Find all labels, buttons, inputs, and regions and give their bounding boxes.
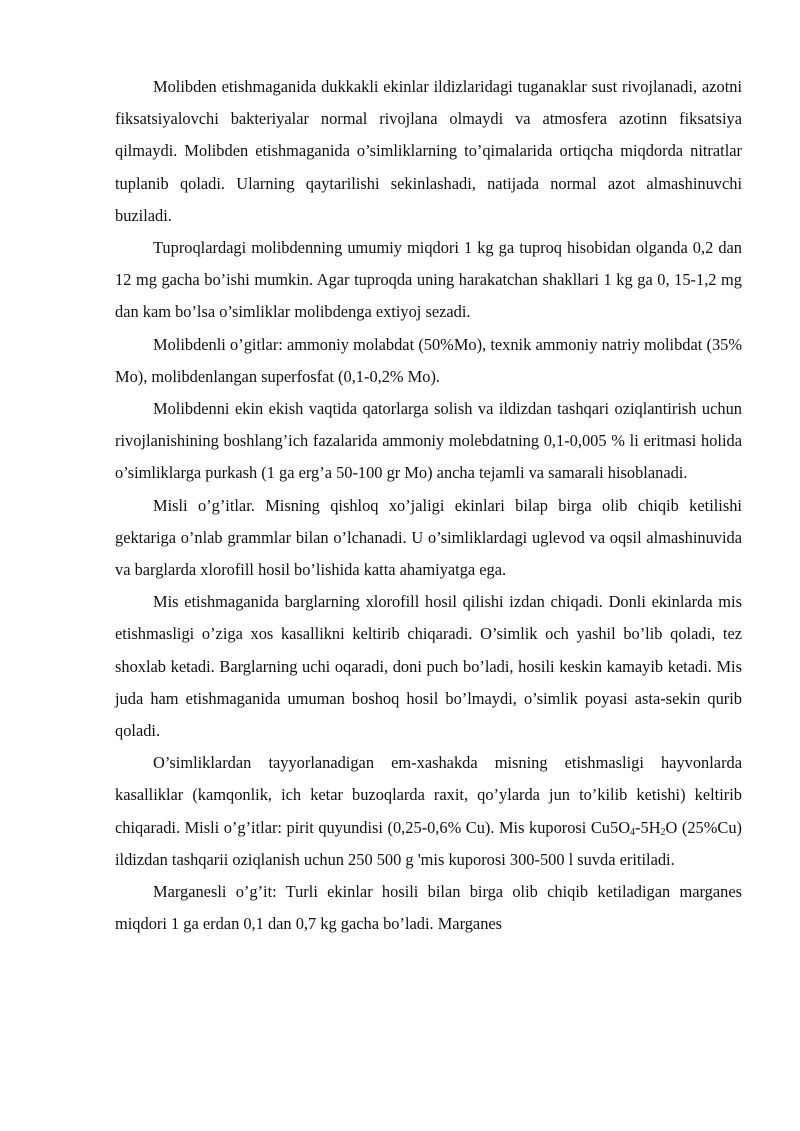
text-run: O (25%Cu) ildizdan tashqarii oziqlanish uchun 250 500 g 'mis kuporosi 300-500 l suvda eritiladi. <box>115 817 742 869</box>
paragraph-copper-fertilizers: Misli o’g’itlar. Misning qishloq xo’jaligi ekinlari bilap birga olib chiqib ketilishi gektariga o’nlab grammlar bilan o’lchanadi. U o’simliklardagi uglevod va oqsil almashinuvida va barglarda xlorofill hosil bo’lishida katta ahamiyatga ega. <box>115 495 742 580</box>
document-body <box>115 71 742 940</box>
paragraph-molybdenum-fertilizers: Molibdenli o’gitlar: ammoniy molabdat (50%Mo), texnik ammoniy natriy molibdat (35% Mo), molibdenlangan superfosfat (0,1-0,2% Mo). <box>115 334 742 386</box>
text-run: -5H <box>635 817 661 837</box>
paragraph-molybdenum-application: Molibdenni ekin ekish vaqtida qatorlarga solish va ildizdan tashqari oziqlantirish uchun rivojlanishining boshlang’ich fazalarida ammoniy molebdatning 0,1-0,005 % li eritmasi holida o’simliklarga purkash (1 ga erg’a 50-100 gr Mo) ancha tejamli va samarali hisoblanadi. <box>115 399 742 483</box>
subscript: 2 <box>660 826 666 838</box>
paragraph-manganese-fertilizer: Marganesli o’g’it: Turli ekinlar hosili bilan birga olib chiqib ketiladigan marganes miqdori 1 ga erdan 0,1 dan 0,7 kg gacha bo’ladi. Marganes <box>115 882 742 934</box>
paragraph-molybdenum-deficiency: Molibden etishmaganida dukkakli ekinlar ildizlaridagi tuganaklar sust rivojlanadi, azotni fiksatsiyalovchi bakteriyalar normal rivojlana olmaydi va atmosfera azotinn fiksatsiya qilmaydi. Molibden etishmaganida o’simliklarning to’qimalarida ortiqcha miqdorda nitratlar tuplanib qoladi. Ularning qaytarilishi sekinlashadi, natijada normal azot almashinuvchi buziladi. <box>115 77 742 225</box>
paragraph-copper-deficiency: Mis etishmaganida barglarning xlorofill hosil qilishi izdan chiqadi. Donli ekinlarda mis etishmasligi o’ziga xos kasallikni keltirib chiqaradi. O’simlik och yashil bo’lib qoladi, tez shoxlab ketadi. Barglarning uchi oqaradi, doni puch bo’ladi, hosili keskin kamayib ketadi. Mis juda ham etishmaganida umuman boshoq hosil bo’lmaydi, o’simlik poyasi asta-sekin qurib qoladi. <box>115 592 742 741</box>
text-run: O’simliklardan tayyorlanadigan em-xashakda misning etishmasligi hayvonlarda kasalliklar (kamqonlik, ich ketar buzoqlarda raxit, qo’ylarda jun to’kilib ketishi) keltirib chiqaradi. Misli o’g’itlar: pirit quyundisi (0,25-0,6% Cu). Mis kuporosi Cu5O <box>115 753 742 837</box>
subscript: 4 <box>630 826 636 838</box>
paragraph-copper-feed <box>115 747 742 876</box>
paragraph-soil-molybdenum: Tuproqlardagi molibdenning umumiy miqdori 1 kg ga tuproq hisobidan olganda 0,2 dan 12 mg gacha bo’ishi mumkin. Agar tuproqda uning harakatchan shakllari 1 kg ga 0, 15-1,2 mg dan kam bo’lsa o’simliklar molibdenga extiyoj sezadi. <box>115 238 742 322</box>
